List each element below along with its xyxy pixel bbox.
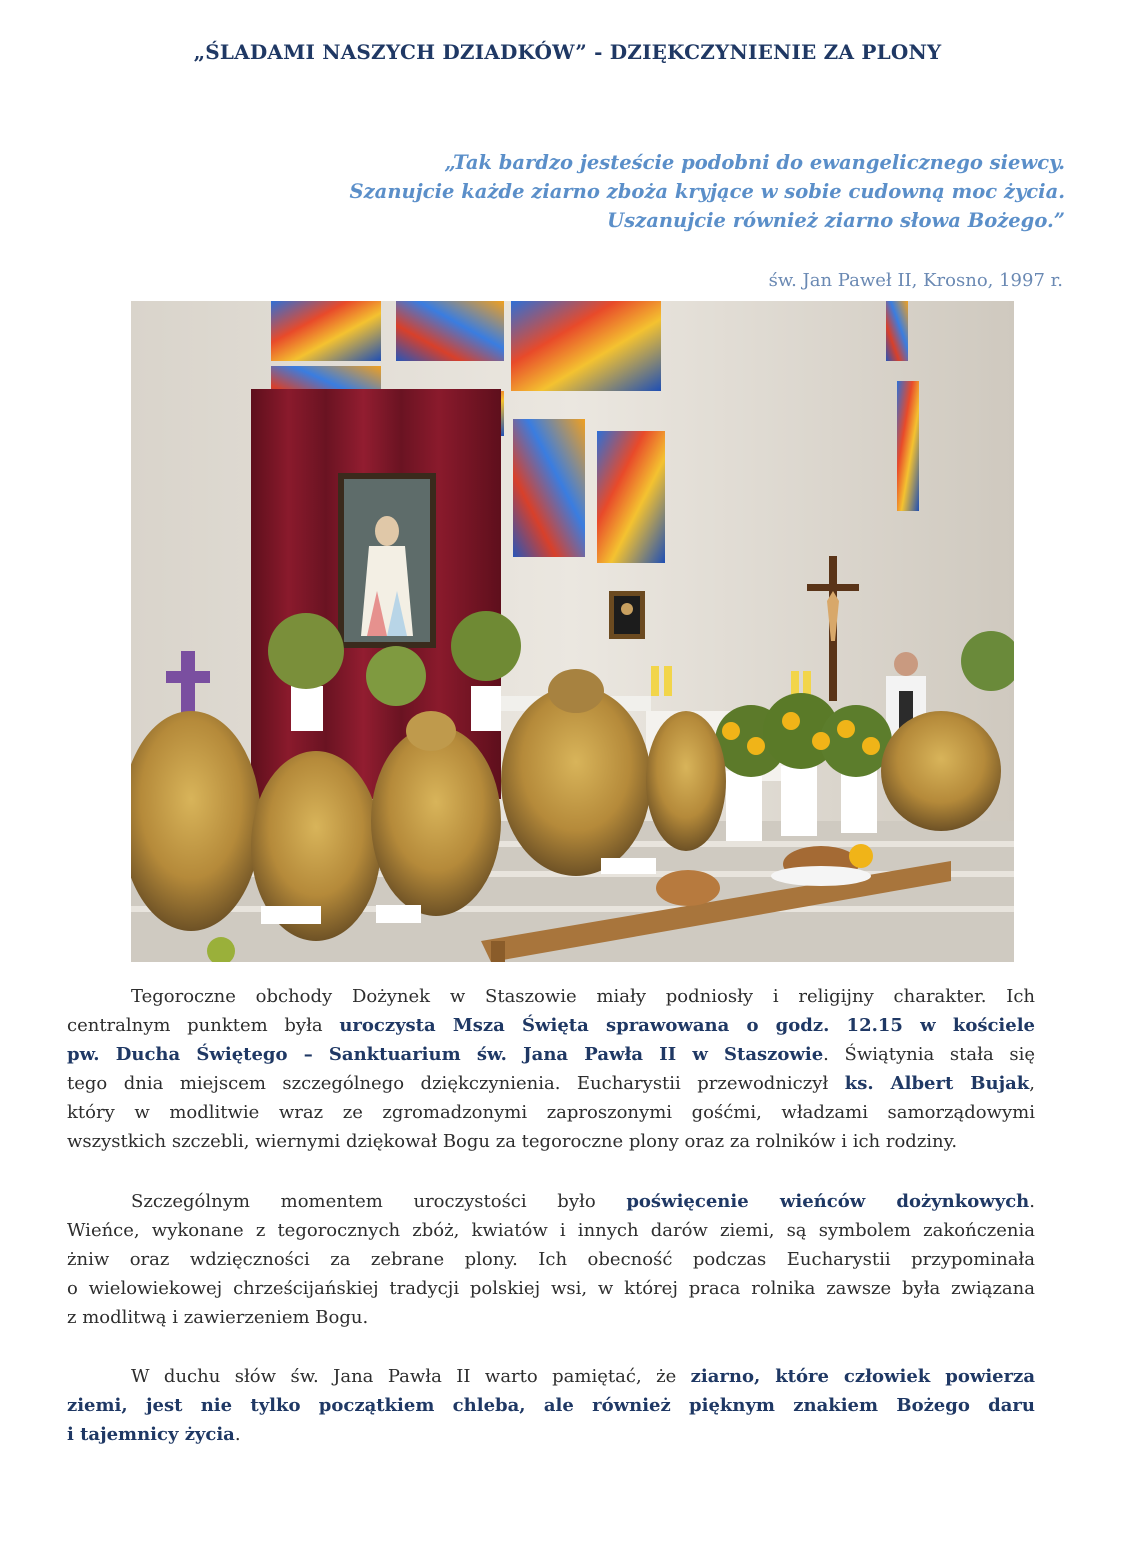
paragraph-line	[67, 1069, 1035, 1098]
bold-text-run: ziemi, jest nie tylko początkiem chleba, ale również pięknym znakiem Bożego daru	[67, 1395, 1035, 1416]
paragraph-line	[67, 1098, 1035, 1127]
quote-line: Szanujcie każde ziarno zboża kryjące w sobie cudowną moc życia.	[349, 180, 1065, 203]
paragraph-line	[67, 1362, 1035, 1391]
text-run: ,	[1029, 1073, 1035, 1094]
paragraph-3	[67, 1362, 1035, 1449]
text-run: który w modlitwie wraz ze zgromadzonymi zaproszonymi gośćmi, władzami samorządowymi	[67, 1102, 1035, 1123]
quote-attribution: św. Jan Paweł II, Krosno, 1997 r.	[768, 270, 1063, 291]
text-run: W duchu słów św. Jana Pawła II warto pamiętać, że	[131, 1366, 691, 1387]
paragraph-line	[67, 1011, 1035, 1040]
paragraph-line	[67, 1040, 1035, 1069]
text-run: Tegoroczne obchody Dożynek w Staszowie miały podniosły i religijny charakter. Ich	[131, 986, 1035, 1007]
text-run: .	[1029, 1191, 1035, 1212]
bold-text-run: i tajemnicy życia	[67, 1424, 235, 1445]
text-run: z modlitwą i zawierzeniem Bogu.	[67, 1307, 369, 1328]
text-run: Wieńce, wykonane z tegorocznych zbóż, kwiatów i innych darów ziemi, są symbolem zakończenia	[67, 1220, 1035, 1241]
text-run: tego dnia miejscem szczególnego dziękczynienia. Eucharystii przewodniczył	[67, 1073, 845, 1094]
paragraph-line	[67, 1216, 1035, 1245]
paragraph-line	[67, 1303, 1035, 1332]
paragraph-line	[67, 1127, 1035, 1156]
text-run: . Świątynia stała się	[823, 1044, 1036, 1065]
text-run: centralnym punktem była	[67, 1015, 340, 1036]
church-harvest-photo	[131, 301, 1014, 962]
bold-text-run: ziarno, które człowiek powierza	[690, 1366, 1035, 1387]
text-run: .	[234, 1424, 241, 1445]
paragraph-line	[67, 1187, 1035, 1216]
bold-text-run: ks. Albert Bujak	[844, 1073, 1030, 1094]
bold-text-run: uroczysta Msza Święta sprawowana o godz. 12.15 w kościele	[339, 1015, 1035, 1036]
paragraph-line	[67, 1245, 1035, 1274]
paragraph-1	[67, 982, 1035, 1156]
bold-text-run: poświęcenie wieńców dożynkowych	[626, 1191, 1030, 1212]
page-title: „ŚLADAMI NASZYCH DZIADKÓW” - DZIĘKCZYNIENIE ZA PLONY	[193, 40, 942, 64]
quote-line: „Tak bardzo jesteście podobni do ewangelicznego siewcy.	[444, 151, 1065, 174]
paragraph-line	[67, 1420, 1035, 1449]
text-run: żniw oraz wdzięczności za zebrane plony. Ich obecność podczas Eucharystii przypominała	[67, 1249, 1035, 1270]
paragraph-line	[67, 1274, 1035, 1303]
text-run: o wielowiekowej chrześcijańskiej tradycji polskiej wsi, w której praca rolnika zawsze była związana	[67, 1278, 1035, 1299]
text-run: Szczególnym momentem uroczystości było	[131, 1191, 627, 1212]
paragraph-line	[67, 982, 1035, 1011]
paragraph-2	[67, 1187, 1035, 1332]
paragraph-line	[67, 1391, 1035, 1420]
quote-line: Uszanujcie również ziarno słowa Bożego.”	[607, 209, 1065, 232]
quote-block	[350, 148, 1065, 235]
text-run: wszystkich szczebli, wiernymi dziękował Bogu za tegoroczne plony oraz za rolników i ich rodziny.	[67, 1131, 958, 1152]
bold-text-run: pw. Ducha Świętego – Sanktuarium św. Jana Pawła II w Staszowie	[67, 1044, 824, 1065]
